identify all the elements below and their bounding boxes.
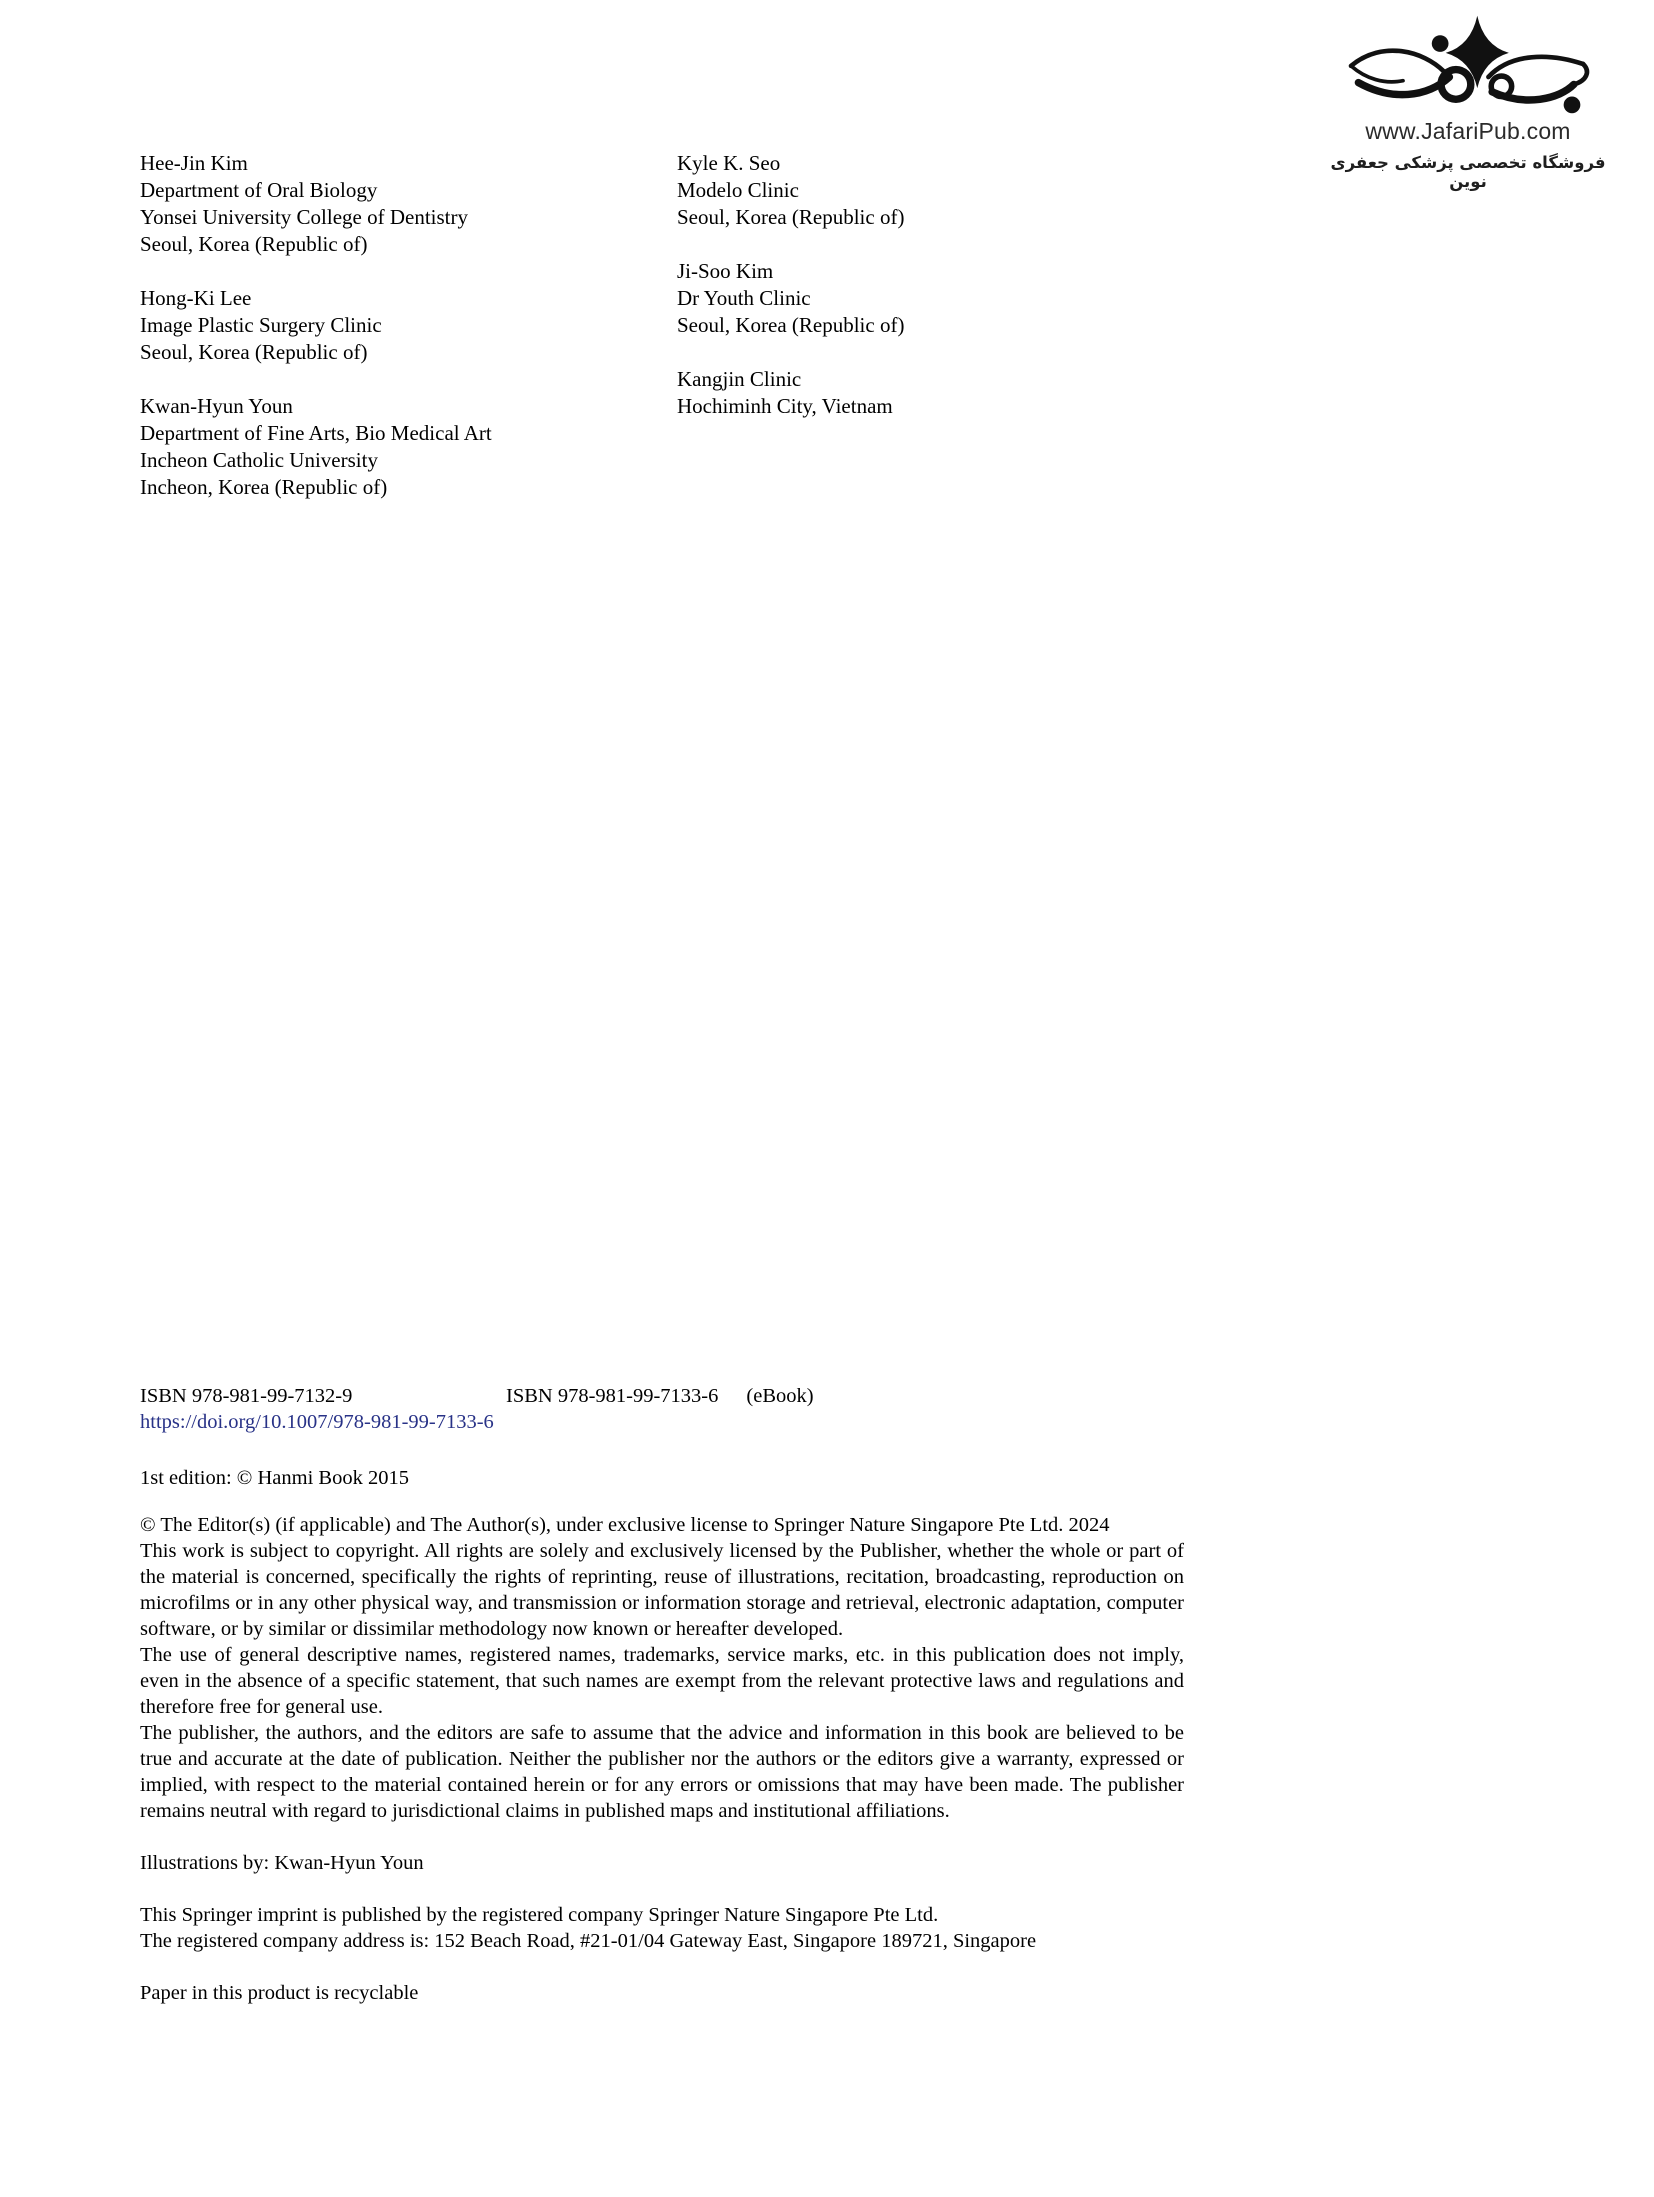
contributor-block-kwan-hyun-youn — [140, 393, 610, 501]
isbn-print: ISBN 978-981-99-7132-9 — [140, 1385, 353, 1407]
contributor-affiliation: Department of Fine Arts, Bio Medical Art — [140, 421, 492, 445]
contributor-location: Incheon, Korea (Republic of) — [140, 475, 388, 499]
contributor-affiliation: Incheon Catholic University — [140, 448, 378, 472]
copyright-license-line: © The Editor(s) (if applicable) and The Author(s), under exclusive license to Springer Nature Singapore Pte Ltd. 2024 — [140, 1514, 1110, 1536]
isbn-row — [140, 1383, 1184, 1409]
bibliographic-section — [140, 1383, 1184, 2006]
copyright-rights-paragraph: This work is subject to copyright. All rights are solely and exclusively licensed by the Publisher, whether the whole or part of the material is concerned, specifically the rights of reprinting, reuse of illustrations, recitation, broadcasting, reproduction on microfilms or in any other physical way, and transmission or information storage and retrieval, electronic adaptation, computer software, or by similar or dissimilar methodology now known or hereafter developed. — [140, 1540, 1184, 1640]
contributor-block-kangjin-clinic — [677, 366, 1097, 420]
illustrations-credit: Illustrations by: Kwan-Hyun Youn — [140, 1852, 424, 1874]
contributor-location: Seoul, Korea (Republic of) — [140, 232, 368, 256]
contributor-affiliation: Image Plastic Surgery Clinic — [140, 313, 382, 337]
contributor-affiliation: Yonsei University College of Dentistry — [140, 205, 469, 229]
contributor-block-hee-jin-kim — [140, 150, 610, 258]
contributor-affiliation: Dr Youth Clinic — [677, 286, 811, 310]
isbn-ebook: ISBN 978-981-99-7133-6 — [506, 1385, 719, 1407]
contributor-block-kyle-k-seo — [677, 150, 1097, 231]
jafaripub-calligraphy-icon — [1337, 12, 1599, 116]
contributor-location: Seoul, Korea (Republic of) — [677, 313, 905, 337]
contributor-name: Hong-Ki Lee — [140, 286, 252, 310]
contributor-affiliation: Modelo Clinic — [677, 178, 799, 202]
contributor-name: Kwan-Hyun Youn — [140, 394, 293, 418]
contributors-left-column — [140, 150, 610, 528]
contributors-right-column — [677, 150, 1097, 447]
publisher-logo-block — [1318, 12, 1618, 191]
isbn-ebook-label: (eBook) — [746, 1385, 814, 1407]
contributor-location: Seoul, Korea (Republic of) — [677, 205, 905, 229]
contributor-name: Ji-Soo Kim — [677, 259, 774, 283]
recyclable-note: Paper in this product is recyclable — [140, 1982, 419, 2004]
imprint-company-line: This Springer imprint is published by the registered company Springer Nature Singapore Pte Ltd. — [140, 1904, 939, 1926]
doi-link[interactable]: https://doi.org/10.1007/978-981-99-7133-6 — [140, 1411, 494, 1433]
copyright-block — [140, 1512, 1184, 1824]
contributor-name: Kyle K. Seo — [677, 151, 781, 175]
publisher-site-url: www.JafariPub.com — [1365, 118, 1571, 144]
contributor-name: Hee-Jin Kim — [140, 151, 248, 175]
contributor-block-hong-ki-lee — [140, 285, 610, 366]
contributor-location: Seoul, Korea (Republic of) — [140, 340, 368, 364]
imprint-address-line: The registered company address is: 152 Beach Road, #21-01/04 Gateway East, Singapore 189721, Singapore — [140, 1930, 1037, 1952]
copyright-warranty-paragraph: The publisher, the authors, and the editors are safe to assume that the advice and information in this book are believed to be true and accurate at the date of publication. Neither the publisher nor the authors or the editors give a warranty, expressed or implied, with respect to the material contained herein or for any errors or omissions that may have been made. The publisher remains neutral with regard to jurisdictional claims in published maps and institutional affiliations. — [140, 1722, 1184, 1822]
edition-note: 1st edition: © Hanmi Book 2015 — [140, 1467, 409, 1489]
contributor-affiliation: Department of Oral Biology — [140, 178, 378, 202]
contributor-block-ji-soo-kim — [677, 258, 1097, 339]
contributor-location: Hochiminh City, Vietnam — [677, 394, 893, 418]
imprint-block — [140, 1902, 1184, 1954]
copyright-names-paragraph: The use of general descriptive names, registered names, trademarks, service marks, etc. in this publication does not imply, even in the absence of a specific statement, that such names are exempt from the relevant protective laws and regulations and therefore free for general use. — [140, 1644, 1184, 1718]
contributor-affiliation: Kangjin Clinic — [677, 367, 802, 391]
publisher-tagline-farsi: فروشگاه تخصصی پزشکی جعفری نوین — [1330, 153, 1606, 191]
